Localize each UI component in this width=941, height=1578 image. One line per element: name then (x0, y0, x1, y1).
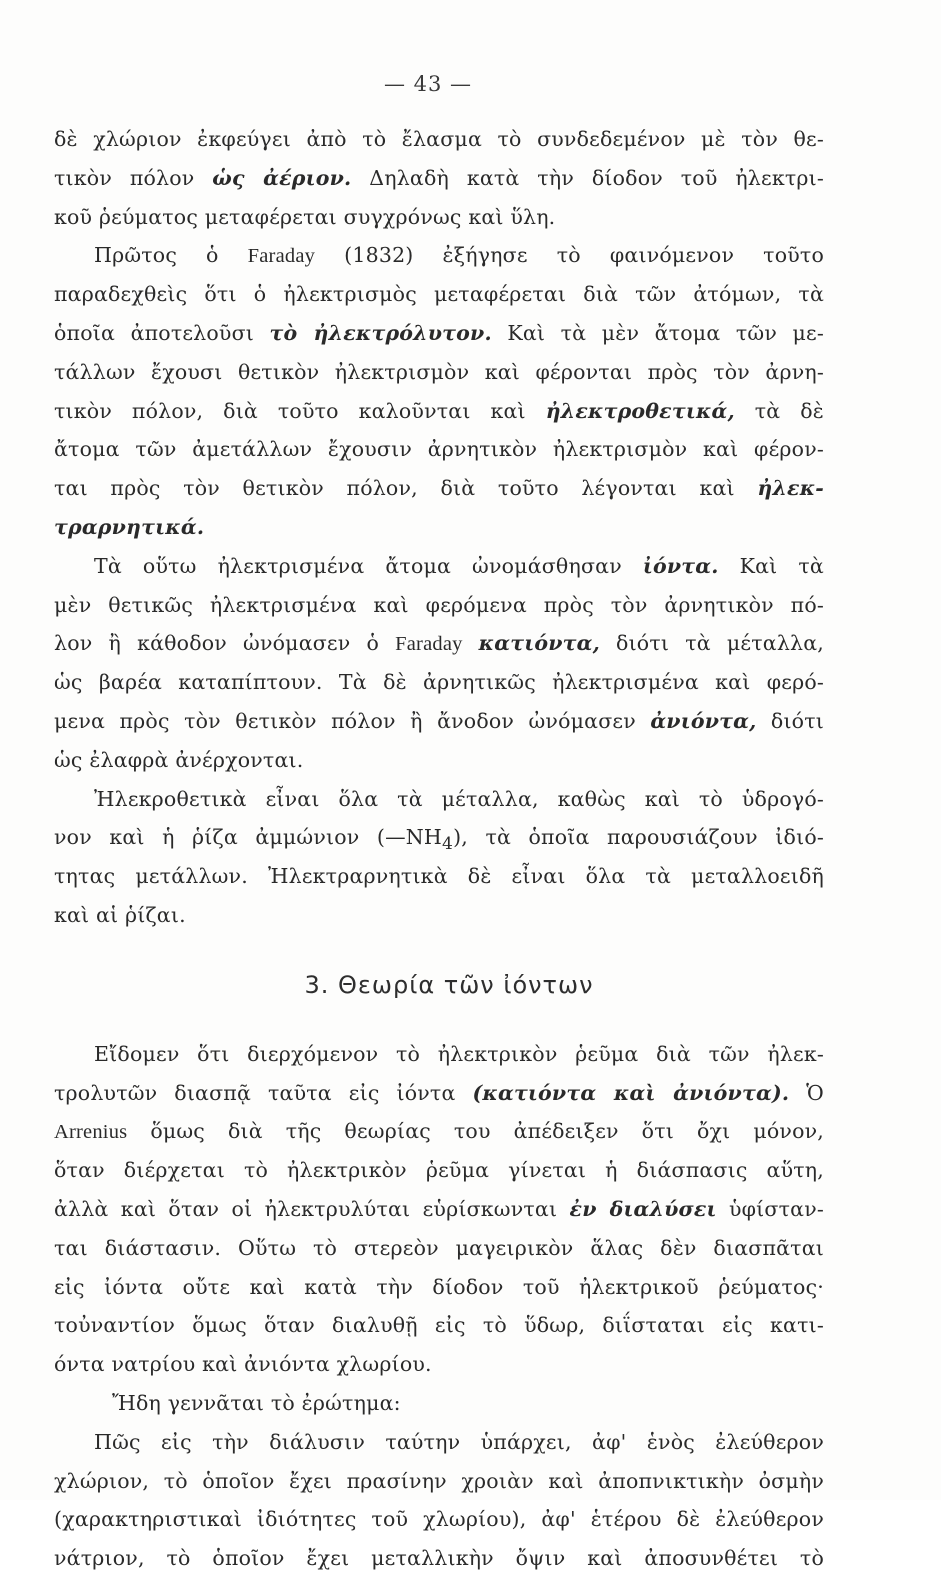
text-line (54, 1151, 824, 1190)
text-run: τικὸν πόλον, διὰ τοῦτο καλοῦνται καὶ (54, 398, 546, 423)
emphasized-term: ἐν διαλύσει (569, 1196, 717, 1221)
text-run: (χαρακτηριστικαὶ ἰδιότητες τοῦ χλωρίου), ἀφ' ἑτέρου δὲ ἐλεύθερον (54, 1507, 824, 1532)
latin-name: Faraday (395, 633, 463, 656)
text-line (54, 741, 824, 780)
text-line (54, 624, 824, 663)
text-run: Πῶς εἰς τὴν διάλυσιν ταύτην ὑπάρχει, ἀφ' ἑνὸς ἐλεύθερον (94, 1429, 824, 1454)
text-line (54, 663, 824, 702)
text-run: τητας μετάλλων. Ἠλεκτραρνητικὰ δὲ εἶναι ὅλα τὰ μεταλλοειδῆ (54, 864, 824, 889)
text-run: διότι (756, 708, 824, 733)
text-line (54, 314, 824, 353)
text-run: μενα πρὸς τὸν θετικὸν πόλον ἢ ἄνοδον ὠνόμασεν (54, 708, 651, 733)
text-run: δὲ χλώριον ἐκφεύγει ἀπὸ τὸ ἔλασμα τὸ συνδεδεμένον μὲ τὸν θε- (54, 127, 824, 151)
text-line (54, 702, 824, 741)
text-line (54, 1035, 824, 1074)
text-run: τρολυτῶν διασπᾷ ταῦτα εἰς ἰόντα (54, 1080, 473, 1105)
text-run: νον καὶ ἡ ῥίζα ἀμμώνιον (—NH (54, 825, 443, 850)
text-line (54, 1306, 824, 1345)
text-line (54, 159, 824, 198)
text-run: Ὁ (789, 1080, 824, 1105)
text-line (54, 1268, 824, 1307)
text-line (54, 1539, 824, 1578)
text-run: Τὰ οὕτω ἠλεκτρισμένα ἄτομα ὠνομάσθησαν (94, 553, 643, 578)
text-run: διότι τὰ μέταλλα, (599, 631, 824, 656)
text-run: ὅμως διὰ τῆς θεωρίας του ἀπέδειξεν ὅτι ὄχι μόνον, (127, 1119, 824, 1144)
text-line (54, 857, 824, 896)
text-run: Ἤδη γεννᾶται τὸ ἐρώτημα: (112, 1390, 401, 1415)
text-run: νάτριον, τὸ ὁποῖον ἔχει μεταλλικὴν ὄψιν καὶ ἀποσυνθέτει τὸ (54, 1546, 824, 1571)
text-line (54, 1112, 824, 1151)
text-run: κοῦ ῥεύματος μεταφέρεται συγχρόνως καὶ ὕλη. (54, 204, 556, 229)
text-run: ὁποῖα ἀποτελοῦσι (54, 320, 270, 345)
text-run: Καὶ τὰ μὲν ἄτομα τῶν με- (491, 320, 824, 345)
text-line (54, 896, 824, 935)
emphasized-term: (κατιόντα καὶ ἀνιόντα). (472, 1080, 790, 1105)
latin-name: Arrenius (54, 1121, 128, 1144)
text-run: ἀλλὰ καὶ ὅταν οἱ ἠλεκτρυλύται εὑρίσκωνται (54, 1196, 570, 1221)
emphasized-term: ἰόντα. (642, 553, 719, 578)
text-run: τικὸν πόλον (54, 165, 213, 190)
text-line (54, 586, 824, 625)
text-run: Καὶ τὰ (718, 553, 824, 578)
text-line (54, 1345, 824, 1384)
text-line (54, 1423, 824, 1462)
text-run: ἄτομα τῶν ἀμετάλλων ἔχουσιν ἀρνητικὸν ἠλεκτρισμὸν καὶ φέρον- (54, 437, 824, 462)
text-line (54, 818, 824, 857)
text-line (54, 275, 824, 314)
emphasized-term: ἀνιόντα, (650, 708, 757, 733)
text-run: εἰς ἰόντα οὔτε καὶ κατὰ τὴν δίοδον τοῦ ἠλεκτρικοῦ ῥεύματος· (54, 1274, 824, 1299)
text-line (54, 780, 824, 819)
text-line (54, 1500, 824, 1539)
text-run: χλώριον, τὸ ὁποῖον ἔχει πρασίνην χροιὰν καὶ ἀποπνικτικὴν ὀσμὴν (54, 1468, 824, 1493)
text-run: τάλλων ἔχουσι θετικὸν ἠλεκτρισμὸν καὶ φέρονται πρὸς τὸν ἀρνη- (54, 359, 824, 384)
text-run: μὲν θετικῶς ἠλεκτρισμένα καὶ φερόμενα πρὸς τὸν ἀρνητικὸν πό- (54, 592, 824, 617)
text-run: τοὐναντίον ὅμως ὅταν διαλυθῇ εἰς τὸ ὕδωρ, διΐσταται εἰς κατι- (54, 1313, 824, 1338)
text-run: ται πρὸς τὸν θετικὸν πόλον, διὰ τοῦτο λέγονται καὶ (54, 476, 758, 501)
page-body (54, 120, 824, 1578)
emphasized-term: ἠλεκτροθετικά, (545, 398, 735, 423)
text-run: ὅταν διέρχεται τὸ ἠλεκτρικὸν ῥεῦμα γίνεται ἡ διάσπασις αὕτη, (54, 1158, 824, 1183)
latin-name: Faraday (247, 245, 316, 268)
text-line (54, 469, 824, 508)
page-number: — 43 — (383, 72, 473, 96)
text-line (54, 1190, 824, 1229)
emphasized-term: ἠλεκ- (757, 476, 824, 501)
text-run: ὡς ἐλαφρὰ ἀνέρχονται. (54, 747, 304, 772)
text-run: τὰ δὲ (734, 398, 824, 423)
emphasized-term: κατιόντα, (478, 631, 600, 656)
text-run: παραδεχθεὶς ὅτι ὁ ἠλεκτρισμὸς μεταφέρεται διὰ τῶν ἀτόμων, τὰ (54, 282, 824, 307)
text-run: όντα νατρίου καὶ ἀνιόντα χλωρίου. (54, 1352, 432, 1377)
text-line (54, 392, 824, 431)
text-line (54, 1462, 824, 1501)
emphasized-term: τὸ ἠλεκτρόλυτον. (269, 320, 492, 345)
text-run: ὡς βαρέα καταπίπτουν. Τὰ δὲ ἀρνητικῶς ἠλεκτρισμένα καὶ φερό- (54, 670, 824, 695)
text-run: (1832) ἐξήγησε τὸ φαινόμενον τοῦτο (315, 243, 824, 268)
text-line (54, 508, 824, 547)
text-line (54, 120, 824, 159)
text-line (54, 198, 824, 237)
text-line (54, 430, 824, 469)
text-line (54, 547, 824, 586)
text-run: Δηλαδὴ κατὰ τὴν δίοδον τοῦ ἠλεκτρι- (351, 165, 824, 190)
text-run: ὑφίσταν- (716, 1196, 824, 1221)
text-run (463, 631, 479, 655)
text-run: ται διάστασιν. Οὕτω τὸ στερεὸν μαγειρικὸν ἅλας δὲν διασπᾶται (54, 1235, 824, 1260)
text-line (54, 1384, 824, 1423)
text-line (54, 1229, 824, 1268)
emphasized-term: τραρνητικά. (54, 514, 205, 539)
section-heading: 3. Θεωρία τῶν ἰόντων (304, 970, 594, 999)
text-run: Πρῶτος ὁ (94, 243, 248, 268)
subscript: 4 (442, 834, 454, 855)
emphasized-term: ὡς ἀέριον. (212, 165, 352, 190)
text-line (54, 353, 824, 392)
text-line (54, 236, 824, 275)
text-run: λον ἢ κάθοδον ὠνόμασεν ὁ (54, 631, 396, 656)
text-run: ), τὰ ὁποῖα παρουσιάζουν ἰδιό- (453, 825, 824, 850)
text-run: Ἠλεκροθετικὰ εἶναι ὅλα τὰ μέταλλα, καθὼς καὶ τὸ ὑδρογό- (94, 786, 824, 811)
text-run: Εἴδομεν ὅτι διερχόμενον τὸ ἠλεκτρικὸν ῥεῦμα διὰ τῶν ἠλεκ- (94, 1041, 824, 1066)
text-run: καὶ αἱ ῥίζαι. (54, 902, 186, 927)
text-line (54, 1074, 824, 1113)
